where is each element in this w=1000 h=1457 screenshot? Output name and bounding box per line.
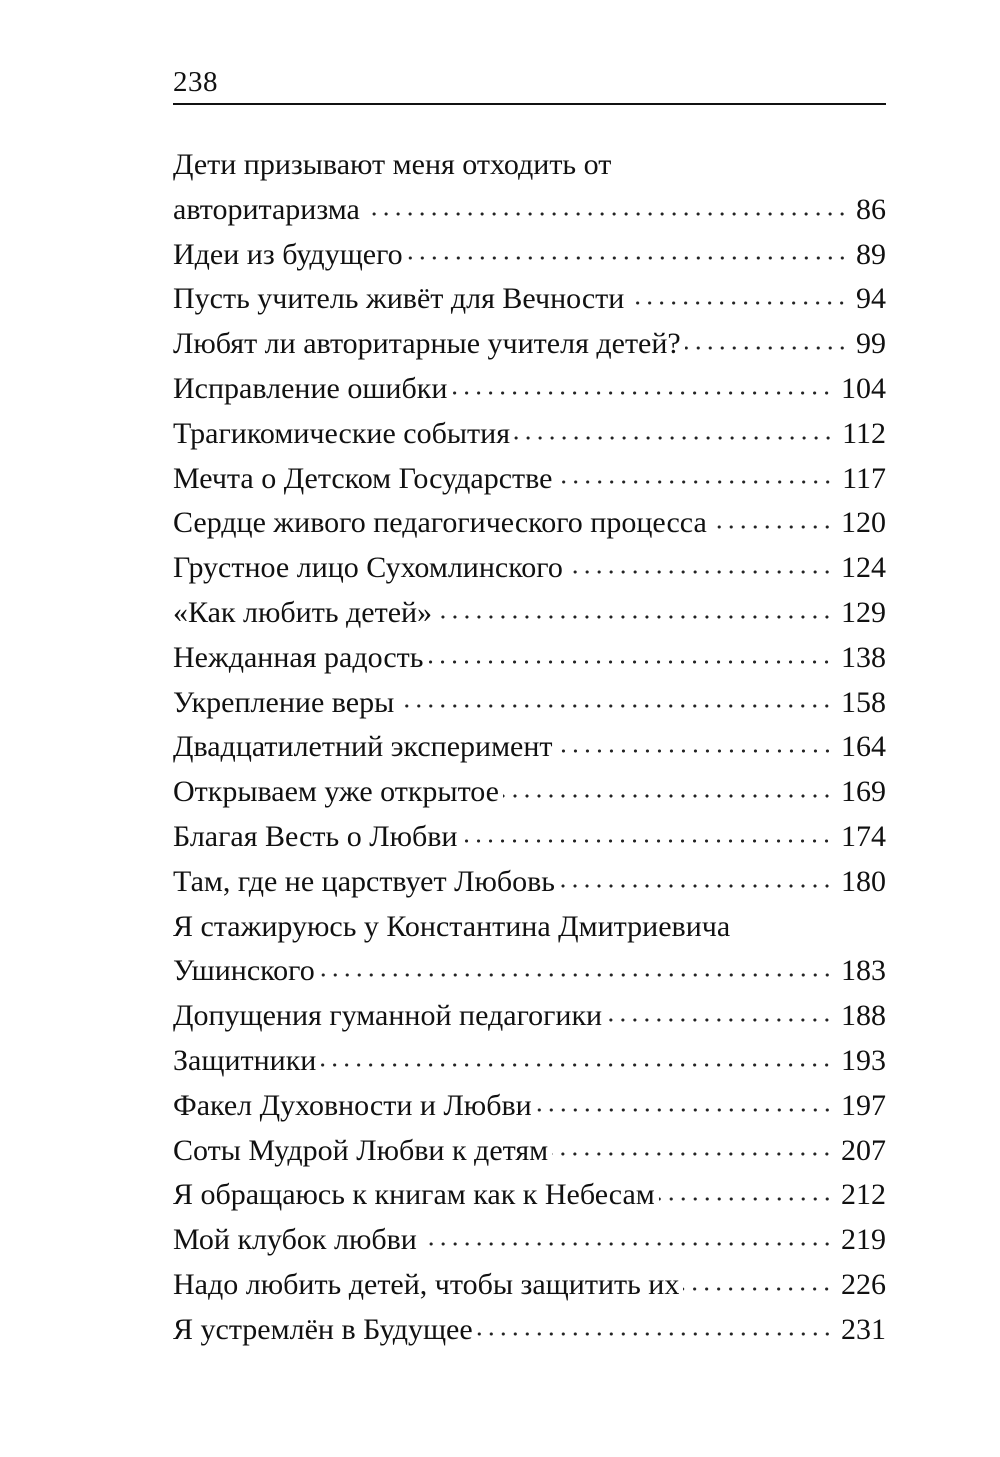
toc-entry-title: Исправление ошибки: [173, 371, 448, 405]
dot-leader: [477, 1327, 833, 1341]
toc-entry-title: Нежданная радость: [173, 640, 424, 674]
dot-leader: [567, 565, 833, 579]
toc-entry: [173, 1084, 886, 1129]
toc-entry: [173, 412, 886, 457]
toc-entry-title: Там, где не царствует Любовь: [173, 864, 555, 898]
toc-entry: [173, 1039, 886, 1084]
toc-entry-page: 112: [842, 416, 886, 450]
toc-entry: [173, 546, 886, 591]
page-number: 238: [173, 66, 218, 98]
toc-entry-page: 89: [856, 237, 886, 271]
toc-entry-title: Я устремлён в Будущее: [173, 1312, 473, 1346]
toc-entry-title: Укрепление веры: [173, 685, 395, 719]
toc-entry-title: Я обращаюсь к книгам как к Небесам: [173, 1178, 655, 1212]
toc-entry: [173, 1218, 886, 1263]
toc-entry-page: 99: [856, 327, 886, 361]
toc-entry: [173, 501, 886, 546]
toc-entry-page: 188: [841, 999, 886, 1033]
dot-leader: [559, 879, 833, 893]
toc-entry: [173, 1308, 886, 1353]
toc-entry-title: Сердце живого педагогического процесса: [173, 506, 707, 540]
toc-entry: [173, 681, 886, 726]
dot-leader: [320, 1058, 833, 1072]
toc-entry-title: «Как любить детей»: [173, 595, 433, 629]
dot-leader: [557, 744, 833, 758]
toc-entry: [173, 1173, 886, 1218]
toc-entry-title: Мечта о Детском Государстве: [173, 461, 553, 495]
dot-leader: [659, 1192, 833, 1206]
toc-entry-title: Ушинского: [173, 954, 315, 988]
dot-leader: [685, 341, 848, 355]
dot-leader: [552, 1147, 833, 1161]
toc-entry-page: 174: [841, 819, 886, 853]
toc-entry-title: авторитаризма: [173, 192, 360, 226]
toc-entry-page: 158: [841, 685, 886, 719]
table-of-contents: [173, 143, 886, 1353]
dot-leader: [536, 1103, 833, 1117]
toc-entry-page: 117: [842, 461, 886, 495]
dot-leader: [683, 1282, 833, 1296]
toc-entry-page: 197: [841, 1088, 886, 1122]
dot-leader: [319, 968, 833, 982]
toc-entry: [173, 233, 886, 278]
dot-leader: [514, 431, 834, 445]
toc-entry-title: Мой клубок любви: [173, 1223, 417, 1257]
toc-entry-page: 207: [841, 1133, 886, 1167]
toc-entry-title: Допущения гуманной педагогики: [173, 999, 603, 1033]
toc-entry-page: 226: [841, 1267, 886, 1301]
toc-entry: [173, 367, 886, 412]
toc-entry-title: Грустное лицо Сухомлинского: [173, 551, 563, 585]
dot-leader: [461, 834, 833, 848]
dot-leader: [364, 207, 848, 221]
toc-entry: [173, 815, 886, 860]
dot-leader: [556, 475, 834, 489]
toc-entry-title: Факел Духовности и Любви: [173, 1088, 532, 1122]
toc-entry: [173, 1263, 886, 1308]
toc-entry: [173, 322, 886, 367]
toc-entry: [173, 949, 886, 994]
toc-entry: [173, 994, 886, 1039]
toc-entry-title: Надо любить детей, чтобы защитить их: [173, 1267, 680, 1301]
toc-entry-title: Дети призывают меня отходить от: [173, 148, 612, 181]
toc-entry: [173, 905, 886, 950]
toc-entry-title: Трагикомические события: [173, 416, 510, 450]
toc-entry: [173, 188, 886, 233]
toc-entry: [173, 143, 886, 188]
toc-entry-title: Защитники: [173, 1043, 317, 1077]
toc-entry-page: 231: [841, 1312, 886, 1346]
dot-leader: [628, 296, 848, 310]
dot-leader: [606, 1013, 833, 1027]
toc-entry: [173, 725, 886, 770]
toc-entry-page: 169: [841, 775, 886, 809]
toc-entry-page: 193: [841, 1043, 886, 1077]
toc-entry-title: Идеи из будущего: [173, 237, 403, 271]
toc-entry-title: Благая Весть о Любви: [173, 819, 458, 853]
toc-entry-page: 183: [841, 954, 886, 988]
toc-entry-title: Открываем уже открытое: [173, 775, 499, 809]
header-rule: [173, 103, 886, 105]
toc-entry: [173, 1129, 886, 1174]
toc-entry-page: 138: [841, 640, 886, 674]
toc-entry-page: 180: [841, 864, 886, 898]
toc-entry-page: 212: [841, 1178, 886, 1212]
toc-entry-title: Соты Мудрой Любви к детям: [173, 1133, 549, 1167]
dot-leader: [436, 610, 833, 624]
toc-entry-title: Пусть учитель живёт для Вечности: [173, 282, 625, 316]
toc-entry-title: Я стажируюсь у Константина Дмитриевича: [173, 909, 731, 943]
toc-entry-page: 94: [856, 282, 886, 316]
toc-entry-title: Двадцатилетний эксперимент: [173, 730, 553, 764]
toc-entry: [173, 591, 886, 636]
dot-leader: [711, 520, 833, 534]
dot-leader: [451, 386, 833, 400]
toc-entry: [173, 770, 886, 815]
toc-entry-page: 86: [856, 192, 886, 226]
toc-entry: [173, 860, 886, 905]
toc-entry-page: 120: [841, 506, 886, 540]
toc-entry: [173, 636, 886, 681]
toc-entry: [173, 277, 886, 322]
toc-entry-page: 129: [841, 595, 886, 629]
dot-leader: [421, 1237, 833, 1251]
toc-entry-title: Любят ли авторитарные учителя детей?: [173, 327, 681, 361]
toc-entry-page: 219: [841, 1223, 886, 1257]
dot-leader: [407, 251, 848, 265]
dot-leader: [398, 699, 833, 713]
toc-entry-page: 124: [841, 551, 886, 585]
dot-leader: [503, 789, 833, 803]
toc-entry-page: 164: [841, 730, 886, 764]
toc-entry: [173, 457, 886, 502]
toc-entry-page: 104: [841, 371, 886, 405]
dot-leader: [427, 655, 833, 669]
